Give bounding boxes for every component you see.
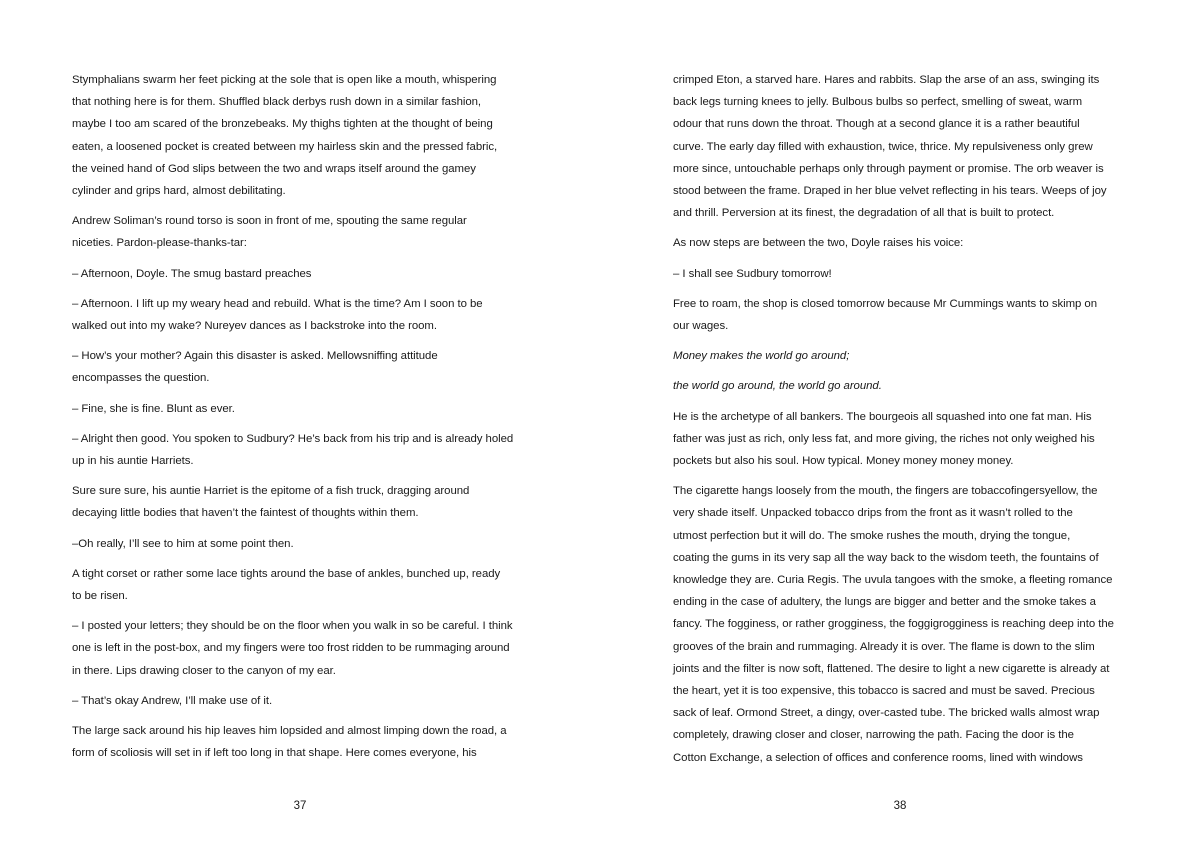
paragraph <box>673 232 1129 254</box>
text-line: – How’s your mother? Again this disaster is asked. Mellowsniffing attitude <box>72 350 438 363</box>
text-line: decaying little bodies that haven’t the faintest of thoughts within them. <box>72 507 419 520</box>
text-line: – I shall see Sudbury tomorrow! <box>673 267 832 280</box>
text-line: encompasses the question. <box>72 372 210 385</box>
text-line: odour that runs down the throat. Though at a second glance it is a rather beautiful <box>673 118 1080 131</box>
text-line: curve. The early day filled with exhaustion, twice, thrice. My repulsiveness only grew <box>673 140 1093 153</box>
text-line: Cotton Exchange, a selection of offices and conference rooms, lined with windows <box>673 751 1083 764</box>
text-line: Free to roam, the shop is closed tomorrow because Mr Cummings wants to skimp on <box>673 297 1098 310</box>
text-line: The large sack around his hip leaves him lopsided and almost limping down the road, a <box>72 725 507 738</box>
text-line: up in his auntie Harriets. <box>72 455 194 468</box>
text-line: A tight corset or rather some lace tights around the base of ankles, bunched up, ready <box>72 567 501 580</box>
paragraph <box>72 263 530 285</box>
text-line: stood between the frame. Draped in her blue velvet reflecting in his tears. Weeps of joy <box>673 185 1107 198</box>
paragraph <box>72 398 530 420</box>
text-line: back legs turning knees to jelly. Bulbous bulbs so perfect, smelling of sweat, warm <box>673 96 1083 109</box>
text-line: the veined hand of God slips between the two and wraps itself around the gamey <box>72 162 476 175</box>
text-line: knowledge they are. Curia Regis. The uvula tangoes with the smoke, a fleeting romance <box>673 574 1113 587</box>
paragraph <box>72 69 530 202</box>
paragraph <box>673 293 1129 337</box>
paragraph <box>72 533 530 555</box>
paragraph <box>673 375 1129 397</box>
paragraph <box>72 293 530 337</box>
text-line: – That’s okay Andrew, I’ll make use of it. <box>72 694 273 707</box>
text-line: form of scoliosis will set in if left too long in that shape. Here comes everyone, his <box>72 747 477 760</box>
paragraph <box>673 345 1129 367</box>
right-page-text <box>673 69 1129 777</box>
text-line: very shade itself. Unpacked tobacco drips from the front as it wasn’t rolled to the <box>673 507 1073 520</box>
text-line: the heart, yet it is too expensive, this tobacco is sacred and must be saved. Precious <box>673 685 1095 698</box>
text-line: one is left in the post-box, and my fingers were too frost ridden to be rummaging around <box>72 642 510 655</box>
text-line: our wages. <box>673 320 729 333</box>
text-line: pockets but also his soul. How typical. Money money money money. <box>673 455 1014 468</box>
paragraph <box>72 345 530 389</box>
text-line: He is the archetype of all bankers. The bourgeois all squashed into one fat man. His <box>673 410 1092 423</box>
left-page-number: 37 <box>293 800 307 812</box>
text-line: eaten, a loosened pocket is created between my hairless skin and the pressed fabric, <box>72 140 498 153</box>
paragraph <box>673 263 1129 285</box>
paragraph <box>72 563 530 607</box>
text-line: cylinder and grips hard, almost debilitating. <box>72 185 286 198</box>
text-line: Andrew Soliman’s round torso is soon in front of me, spouting the same regular <box>72 215 467 228</box>
text-line: that nothing here is for them. Shuffled black derbys rush down in a similar fashion, <box>72 96 482 109</box>
paragraph <box>673 69 1129 224</box>
text-line: niceties. Pardon-please-thanks-tar: <box>72 237 247 250</box>
text-line: – Fine, she is fine. Blunt as ever. <box>72 402 235 415</box>
text-line: – Afternoon, Doyle. The smug bastard preaches <box>72 267 312 280</box>
text-line: to be risen. <box>72 590 128 603</box>
paragraph <box>673 480 1129 769</box>
text-line: and thrill. Perversion at its finest, the degradation of all that is built to protect. <box>673 207 1055 220</box>
text-line: The cigarette hangs loosely from the mouth, the fingers are tobaccofingersyellow, the <box>673 485 1098 498</box>
paragraph <box>72 210 530 254</box>
text-line: fancy. The fogginess, or rather grogginess, the foggigrogginess is reaching deep into the <box>673 618 1114 631</box>
text-line: Stymphalians swarm her feet picking at the sole that is open like a mouth, whispering <box>72 74 497 86</box>
left-page-text <box>72 69 530 772</box>
text-line: completely, drawing closer and closer, narrowing the path. Facing the door is the <box>673 729 1074 742</box>
text-line: ending in the case of adultery, the lungs are bigger and better and the smoke takes a <box>673 596 1096 609</box>
text-line: –Oh really, I’ll see to him at some point then. <box>72 537 294 550</box>
paragraph <box>72 615 530 682</box>
text-line: joints and the filter is now soft, flattened. The desire to light a new cigarette is already at <box>673 662 1110 675</box>
text-line: – Alright then good. You spoken to Sudbury? He’s back from his trip and is already holed <box>72 432 514 445</box>
text-line: father was just as rich, only less fat, and more giving, the riches not only weighed his <box>673 432 1095 445</box>
text-line: more since, untouchable perhaps only through payment or promise. The orb weaver is <box>673 162 1104 175</box>
text-line: crimped Eton, a starved hare. Hares and rabbits. Slap the arse of an ass, swinging its <box>673 74 1100 86</box>
text-line: – I posted your letters; they should be on the floor when you walk in so be careful. I think <box>72 620 513 633</box>
text-line: utmost perfection but it will do. The smoke rushes the mouth, drying the tongue, <box>673 529 1071 542</box>
text-line: maybe I too am scared of the bronzebeaks. My thighs tighten at the thought of being <box>72 118 493 131</box>
paragraph <box>72 690 530 712</box>
text-line: in there. Lips drawing closer to the canyon of my ear. <box>72 664 336 677</box>
text-line: grooves of the brain and rummaging. Already it is over. The flame is down to the slim <box>673 640 1095 653</box>
text-line: – Afternoon. I lift up my weary head and rebuild. What is the time? Am I soon to be <box>72 297 483 310</box>
paragraph <box>72 428 530 472</box>
text-line: As now steps are between the two, Doyle raises his voice: <box>673 237 964 250</box>
text-line: the world go around, the world go around. <box>673 380 882 393</box>
paragraph <box>72 720 530 764</box>
text-line: sack of leaf. Ormond Street, a dingy, over-casted tube. The bricked walls almost wrap <box>673 707 1100 720</box>
paragraph <box>673 406 1129 473</box>
right-page <box>600 0 1200 849</box>
text-line: coating the gums in its very sap all the way back to the wisdom teeth, the fountains of <box>673 551 1099 564</box>
text-line: Money makes the world go around; <box>673 350 850 363</box>
text-line: Sure sure sure, his auntie Harriet is the epitome of a fish truck, dragging around <box>72 485 470 498</box>
paragraph <box>72 480 530 524</box>
text-line: walked out into my wake? Nureyev dances as I backstroke into the room. <box>72 320 437 333</box>
right-page-number: 38 <box>893 800 907 812</box>
